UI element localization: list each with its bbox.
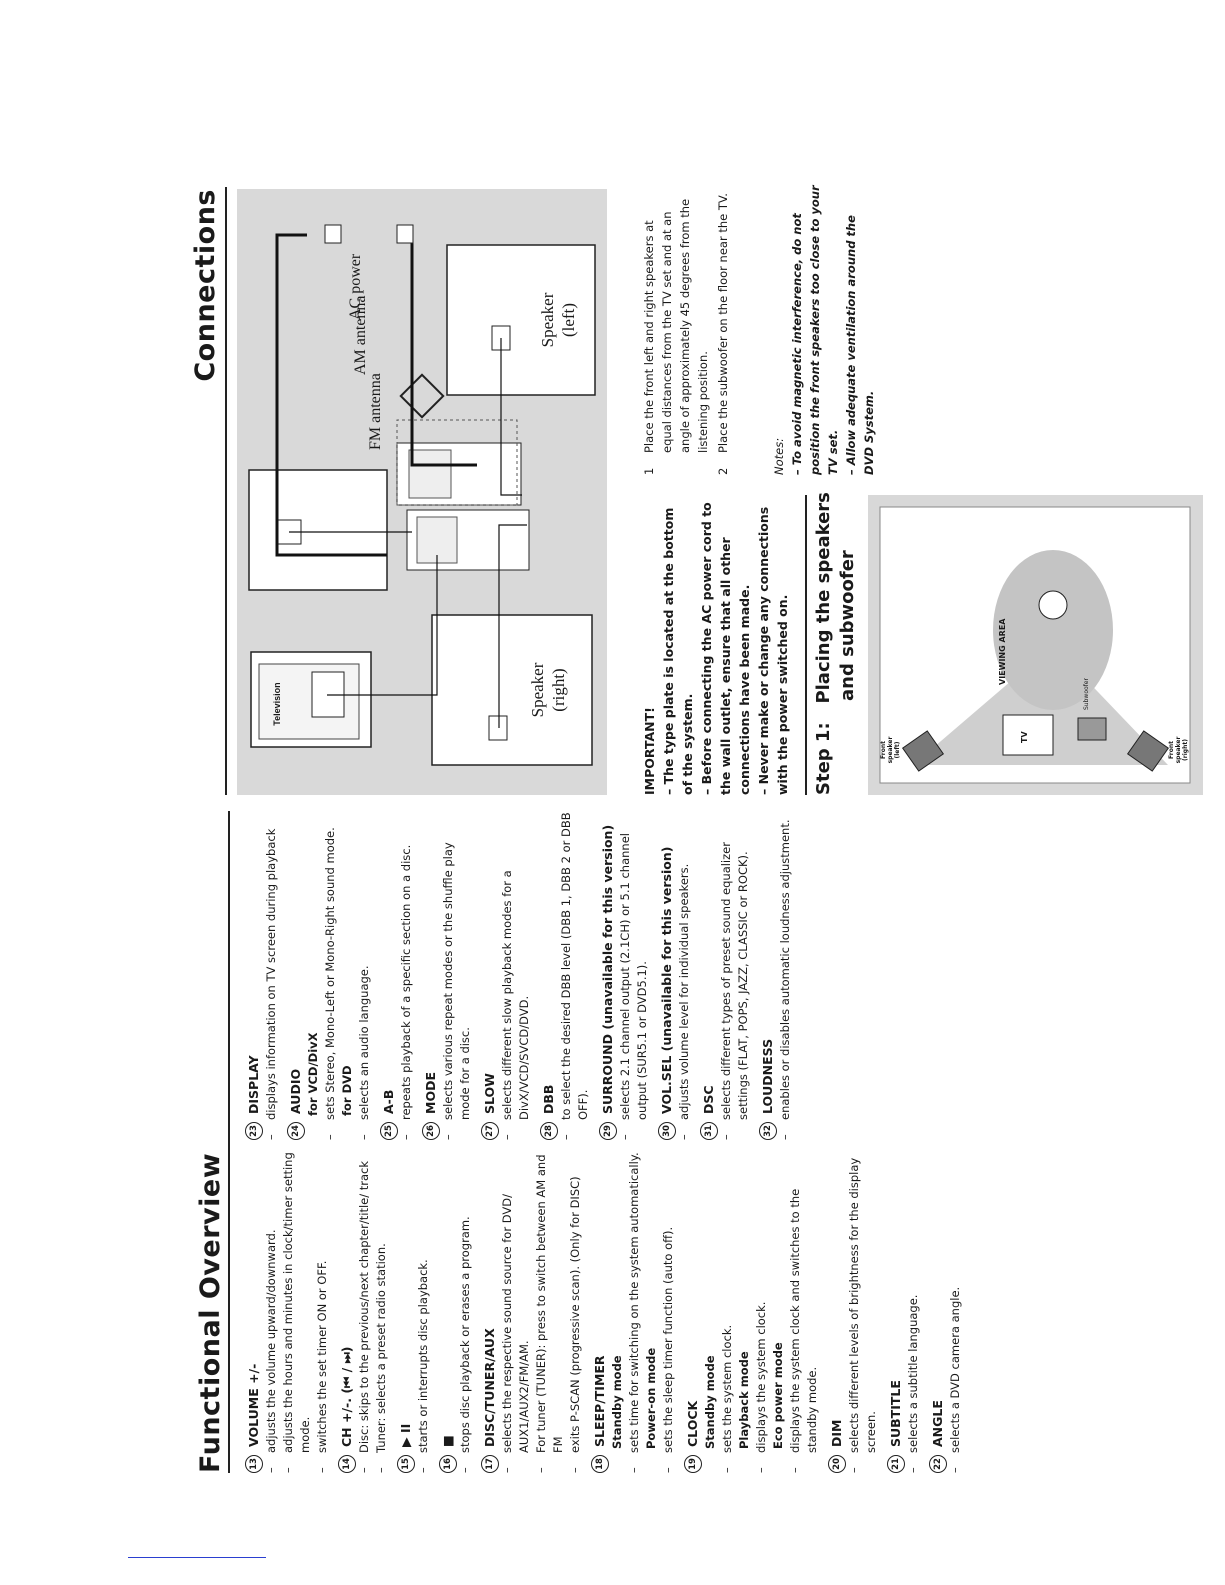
entry-number: 28 (540, 1122, 558, 1140)
entry-line (373, 1143, 390, 1473)
entry-text: starts or interrupts disc playback. (416, 1259, 430, 1453)
important-notice (640, 495, 792, 795)
subwoofer-box (249, 470, 387, 590)
overview-entry-24 (287, 810, 373, 1140)
entry-heading (481, 810, 499, 1140)
overview-entry-27 (481, 810, 533, 1140)
entry-title: DSC (701, 1085, 716, 1114)
entry-number: 20 (828, 1455, 846, 1473)
dash-bullet: – (399, 1134, 413, 1140)
entry-line (787, 1143, 821, 1473)
speaker-right-label: Speaker (right) (528, 662, 568, 718)
entry-subheading: for DVD (340, 1065, 354, 1116)
dash-bullet: – (559, 1134, 573, 1140)
entry-text: selects an audio language. (357, 965, 371, 1120)
entry-number: 29 (599, 1122, 617, 1140)
entry-line (314, 1143, 331, 1473)
dash-bullet: – (627, 1467, 641, 1473)
functional-overview-page (0, 795, 1225, 1585)
entry-heading (599, 810, 617, 1140)
dash-bullet: – (500, 1467, 514, 1473)
entry-heading (287, 810, 305, 1140)
entry-number: 15 (397, 1455, 415, 1473)
tuner-panel (409, 450, 451, 498)
dash-bullet: – (323, 1134, 337, 1140)
entry-number: 13 (245, 1455, 263, 1473)
entry-heading (422, 810, 440, 1140)
step-number: 1 (642, 467, 656, 475)
entry-line (676, 810, 693, 1140)
step-text: Place the front left and right speakers at equal distances from the TV set and at an angle of approximately 45 degrees from the listening position. (642, 198, 710, 453)
dash-bullet: – (458, 1467, 472, 1473)
overview-column-1 (245, 1143, 971, 1473)
entry-text: sets the sleep timer function (auto off). (661, 1226, 675, 1453)
fm-antenna-label: FM antenna (367, 373, 384, 450)
entry-text: Disc: skips to the previous/next chapter/title/ track (357, 1160, 371, 1453)
entry-number: 16 (439, 1455, 457, 1473)
overview-entry-26 (422, 810, 474, 1140)
dash-bullet: – (264, 1134, 278, 1140)
entry-text: selects different levels of brightness for the display screen. (847, 1157, 878, 1453)
entry-text: sets Stereo, Mono-Left or Mono-Right sound mode. (323, 827, 337, 1120)
entry-number: 22 (929, 1455, 947, 1473)
entry-line (280, 1143, 314, 1473)
entry-text: selects a DVD camera angle. (948, 1286, 962, 1453)
dash-bullet: – (500, 1134, 514, 1140)
entry-title: AUDIO (288, 1068, 303, 1114)
front-right-label: Front speaker (right) (1168, 736, 1189, 764)
listener-shape (1039, 591, 1067, 619)
overview-entry-23 (245, 810, 280, 1140)
overview-entry-25 (380, 810, 415, 1140)
entry-title: SLEEP/TIMER (592, 1355, 607, 1447)
dash-bullet: – (948, 1467, 962, 1473)
entry-line (533, 1143, 567, 1473)
notes-label: Notes: (772, 437, 786, 475)
entry-heading (658, 810, 676, 1140)
entry-title: SLOW (482, 1073, 497, 1114)
entry-text: displays the system clock. (754, 1301, 768, 1453)
am-antenna-loop (401, 375, 443, 417)
entry-title: MODE (423, 1072, 438, 1114)
overview-entry-18 (591, 1143, 677, 1473)
entry-title: DIM (829, 1419, 844, 1447)
entry-number: 25 (380, 1122, 398, 1140)
entry-subheading: Playback mode (737, 1351, 751, 1449)
overview-entry-13 (245, 1143, 331, 1473)
dash-bullet: – (357, 1134, 371, 1140)
entry-line (356, 810, 373, 1140)
entry-line (567, 1143, 584, 1473)
important-line-2: – Before connecting the AC power cord to the wall outlet, ensure that all other connections have been made. (699, 502, 752, 795)
notes-block (770, 185, 878, 475)
entry-title: A-B (381, 1089, 396, 1114)
entry-line (440, 810, 474, 1140)
entry-line (263, 1143, 280, 1473)
overview-entry-19 (684, 1143, 821, 1473)
entry-heading (929, 1143, 947, 1473)
entry-heading (338, 1143, 356, 1473)
entry-text: selects a subtitle language. (906, 1294, 920, 1453)
step-item-1 (640, 185, 712, 475)
overview-entry-16 (439, 1143, 474, 1473)
entry-title: DISC/TUNER/AUX (482, 1328, 497, 1447)
ac-power-label: AC power (347, 253, 364, 320)
speaker-left-label: Speaker (left) (538, 292, 578, 348)
entry-line (617, 810, 651, 1140)
note-1: – To avoid magnetic interference, do not position the front speakers too close to your TV set. (790, 185, 840, 475)
entry-number: 26 (422, 1122, 440, 1140)
dash-bullet: – (374, 1467, 388, 1473)
overview-entry-29 (599, 810, 651, 1140)
entry-number: 27 (481, 1122, 499, 1140)
entry-line (905, 1143, 922, 1473)
entry-heading (245, 1143, 263, 1473)
entry-line (846, 1143, 880, 1473)
viewing-area-label: VIEWING AREA (998, 618, 1007, 685)
entry-text: enables or disables automatic loudness adjustment. (778, 819, 792, 1120)
placement-drawing (868, 495, 1203, 795)
entry-number: 30 (658, 1122, 676, 1140)
entry-line (558, 810, 592, 1140)
front-left-label: Front speaker (left) (880, 736, 901, 764)
entry-title: SURROUND (unavailable for this version) (600, 824, 615, 1114)
entry-line (499, 810, 533, 1140)
entry-title: CLOCK (685, 1400, 700, 1447)
footer-link-underline (128, 1557, 266, 1558)
title-rule (228, 811, 230, 1473)
step-rule (805, 495, 807, 795)
dash-bullet: – (441, 1134, 455, 1140)
dash-bullet: – (719, 1134, 733, 1140)
subwoofer-shape (1078, 718, 1106, 740)
entry-subheading: Standby mode (610, 1355, 624, 1449)
overview-entry-14 (338, 1143, 390, 1473)
entry-line (322, 810, 339, 1140)
entry-title: ■ (440, 1435, 455, 1447)
entry-text: switches the set timer ON or OFF. (315, 1260, 329, 1453)
entry-number: 23 (245, 1122, 263, 1140)
overview-entry-28 (540, 810, 592, 1140)
overview-entry-17 (481, 1143, 584, 1473)
entry-subheading: Power-on mode (644, 1347, 658, 1449)
entry-text: displays the system clock and switches to the standby mode. (788, 1188, 819, 1453)
entry-number: 18 (591, 1455, 609, 1473)
entry-heading (380, 810, 398, 1140)
entry-title: ANGLE (930, 1400, 945, 1447)
entry-number: 21 (887, 1455, 905, 1473)
entry-line (263, 810, 280, 1140)
entry-text: sets the system clock. (720, 1324, 734, 1453)
tv-label: Television (272, 682, 282, 726)
entry-title: SUBTITLE (888, 1380, 903, 1447)
am-antenna-label: AM antenna (352, 295, 369, 375)
step-text: Place the subwoofer on the floor near the TV. (716, 193, 730, 453)
entry-number: 17 (481, 1455, 499, 1473)
entry-text: adjusts volume level for individual speakers. (677, 863, 691, 1120)
tv-figure-label: TV (1020, 731, 1029, 743)
entry-text: selects the respective sound source for DVD/ AUX1/AUX2/FM/AM. (500, 1194, 531, 1453)
page-title: Functional Overview (195, 1152, 226, 1473)
entry-text: exits P-SCAN (progressive scan). (Only for DISC) (568, 1176, 582, 1453)
entry-text: adjusts the hours and minutes in clock/timer setting mode. (281, 1152, 312, 1453)
entry-text: Tuner: selects a preset radio station. (374, 1243, 388, 1453)
connection-diagram (237, 189, 607, 795)
entry-number: 24 (287, 1122, 305, 1140)
dash-bullet: – (677, 1134, 691, 1140)
entry-heading (887, 1143, 905, 1473)
dash-bullet: – (778, 1134, 792, 1140)
overview-column-2 (245, 810, 801, 1140)
entry-number: 32 (759, 1122, 777, 1140)
entry-number: 14 (338, 1455, 356, 1473)
dash-bullet: – (618, 1134, 632, 1140)
entry-line (398, 810, 415, 1140)
entry-text: stops disc playback or erases a program. (458, 1216, 472, 1453)
overview-entry-20 (828, 1143, 880, 1473)
overview-entry-22 (929, 1143, 964, 1473)
dash-bullet: – (264, 1467, 278, 1473)
overview-entry-32 (759, 810, 794, 1140)
dash-bullet: – (315, 1467, 329, 1473)
entry-subheading: Eco power mode (771, 1342, 785, 1449)
entry-heading (759, 810, 777, 1140)
entry-line (626, 1143, 643, 1473)
entry-heading (439, 1143, 457, 1473)
dash-bullet: – (906, 1467, 920, 1473)
dash-bullet: – (754, 1467, 768, 1473)
entry-line (777, 810, 794, 1140)
dash-bullet: – (847, 1467, 861, 1473)
entry-line (356, 1143, 373, 1473)
entry-number: 31 (700, 1122, 718, 1140)
dash-bullet: – (568, 1467, 582, 1473)
entry-line (499, 1143, 533, 1473)
entry-title: VOLUME +/- (246, 1363, 261, 1447)
dash-bullet: – (720, 1467, 734, 1473)
entry-subheading: Standby mode (703, 1355, 717, 1449)
step-number: 2 (716, 467, 730, 475)
entry-title: CH +/-. (⏮ / ⏭) (339, 1346, 354, 1447)
wall-outlet-1 (325, 225, 341, 243)
overview-entry-31 (700, 810, 752, 1140)
entry-text: selects various repeat modes or the shuffle play mode for a disc. (441, 842, 472, 1120)
speaker-right-terminal (489, 716, 507, 740)
entry-text: selects different slow playback modes for a DivX/VCD/SVCD/DVD. (500, 870, 531, 1120)
entry-title: VOL.SEL (unavailable for this version) (659, 846, 674, 1114)
dash-bullet: – (416, 1467, 430, 1473)
dash-bullet: – (661, 1467, 675, 1473)
placement-steps (640, 185, 732, 475)
dash-bullet: – (534, 1467, 548, 1473)
entry-heading (700, 810, 718, 1140)
entry-subheading: for VCD/DivX (306, 1032, 320, 1116)
entry-text: repeats playback of a specific section on a disc. (399, 844, 413, 1120)
entry-heading (397, 1143, 415, 1473)
entry-heading (245, 810, 263, 1140)
entry-title: ▶ II (398, 1423, 413, 1447)
entry-text: selects different types of preset sound equalizer settings (FLAT, POPS, JAZZ, CLASSIC or ROCK). (719, 842, 750, 1120)
subwoofer-label: Subwoofer (1083, 678, 1090, 710)
entry-text: to select the desired DBB level (DBB 1, DBB 2 or DBB OFF). (559, 812, 590, 1120)
entry-text: selects 2.1 channel output (2.1CH) or 5.1 channel output (SUR5.1 or DVD5.1). (618, 833, 649, 1120)
overview-entry-21 (887, 1143, 922, 1473)
entry-heading (540, 810, 558, 1140)
important-line-0: IMPORTANT! (642, 707, 657, 795)
entry-line (753, 1143, 770, 1473)
entry-line (719, 1143, 736, 1473)
entry-title: DISPLAY (246, 1055, 261, 1114)
entry-heading (481, 1143, 499, 1473)
entry-text: sets time for switching on the system automatically. (627, 1152, 641, 1453)
entry-text: adjusts the volume upward/downward. (264, 1229, 278, 1453)
entry-heading (828, 1143, 846, 1473)
entry-line (947, 1143, 964, 1473)
title-rule-connections (225, 187, 227, 795)
entry-line (457, 1143, 474, 1473)
overview-entry-30 (658, 810, 693, 1140)
entry-line (718, 810, 752, 1140)
entry-number: 19 (684, 1455, 702, 1473)
entry-title: LOUDNESS (760, 1038, 775, 1114)
step-item-2 (714, 185, 732, 475)
wall-outlet-2 (397, 225, 413, 243)
dash-bullet: – (788, 1467, 802, 1473)
dash-bullet: – (357, 1467, 371, 1473)
listening-area (993, 550, 1113, 710)
entry-title: DBB (541, 1084, 556, 1114)
entry-text: For tuner (TUNER): press to switch between AM and FM (534, 1154, 565, 1453)
page-title-connections: Connections (190, 189, 221, 382)
entry-line (415, 1143, 432, 1473)
speaker-placement-figure (868, 495, 1203, 795)
overview-entry-15 (397, 1143, 432, 1473)
entry-line (660, 1143, 677, 1473)
note-2: – Allow adequate ventilation around the DVD System. (844, 215, 876, 475)
dash-bullet: – (281, 1467, 295, 1473)
entry-heading (684, 1143, 702, 1473)
entry-heading (591, 1143, 609, 1473)
step-1-title: Step 1: Placing the speakers and subwoofer (813, 492, 858, 795)
important-line-3: – Never make or change any connections with the power switched on. (756, 506, 790, 795)
entry-text: displays information on TV screen during playback (264, 828, 278, 1120)
important-line-1: – The type plate is located at the bottom of the system. (661, 507, 695, 795)
